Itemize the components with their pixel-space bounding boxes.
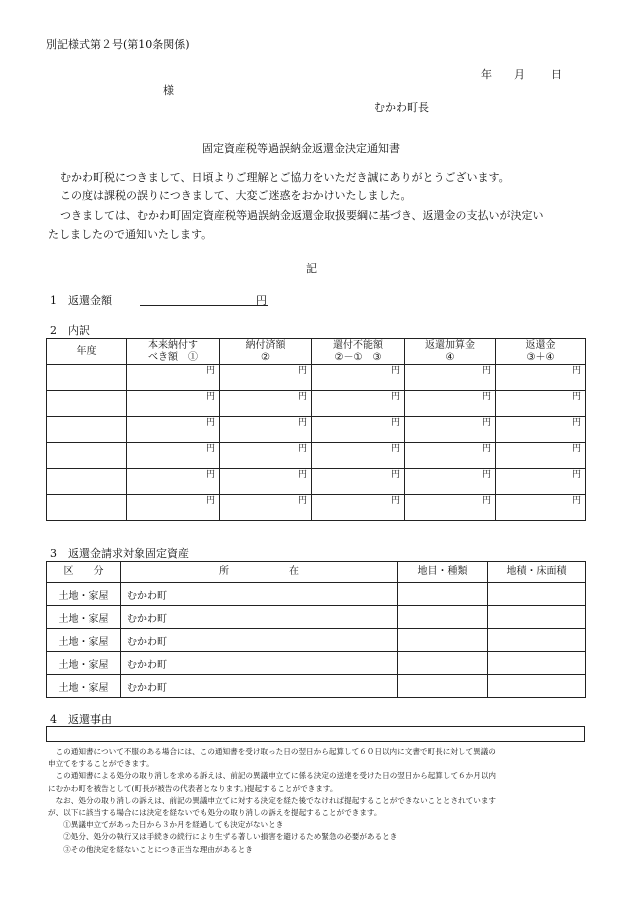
- intro-line-2: この度は課税の誤りにつきまして、大変ご迷惑をおかけいたしました。: [60, 189, 412, 202]
- refund-reason-field[interactable]: [46, 726, 585, 742]
- cell-amount-due[interactable]: 円: [127, 443, 220, 469]
- section4-label: 4 返還事由: [50, 713, 112, 726]
- cell-amount-due[interactable]: 円: [127, 391, 220, 417]
- form-id: 別記様式第２号(第10条関係): [46, 38, 190, 51]
- cell-amount-paid[interactable]: 円: [220, 495, 312, 521]
- note-line: ③その他決定を経ないことにつき正当な理由があるとき: [48, 844, 253, 854]
- header-amount-due: 本来納付す べき額 ①: [127, 339, 220, 365]
- breakdown-row: [47, 365, 586, 391]
- note-line: ②処分、処分の執行又は手続きの続行により生ずる著しい損害を避けるため緊急の必要があるとき: [48, 832, 398, 842]
- property-row: [47, 583, 586, 606]
- cell-area[interactable]: [488, 652, 586, 675]
- refund-amount-unit: 円: [256, 294, 267, 307]
- section2-label: 2 内訳: [50, 324, 90, 337]
- intro-line-4: たしましたので通知いたします。: [48, 228, 213, 241]
- cell-additional[interactable]: 円: [405, 365, 496, 391]
- cell-fiscal-year[interactable]: [47, 469, 127, 495]
- cell-classification: 土地・家屋: [47, 606, 121, 629]
- cell-location[interactable]: むかわ町: [121, 652, 398, 675]
- cell-land-category[interactable]: [398, 629, 488, 652]
- cell-land-category[interactable]: [398, 606, 488, 629]
- note-line: なお、処分の取り消しの訴えは、前記の異議申立てに対する決定を経た後でなければ提起することができないこととされています: [48, 795, 497, 805]
- cell-non-refundable[interactable]: 円: [312, 417, 405, 443]
- cell-refund[interactable]: 円: [496, 495, 586, 521]
- cell-additional[interactable]: 円: [405, 495, 496, 521]
- ki-marker: 記: [306, 262, 317, 275]
- cell-non-refundable[interactable]: 円: [312, 495, 405, 521]
- note-line: ①異議申立てがあった日から３か月を経過しても決定がないとき: [48, 820, 284, 830]
- cell-non-refundable[interactable]: 円: [312, 443, 405, 469]
- cell-amount-paid[interactable]: 円: [220, 365, 312, 391]
- header-fiscal-year: 年度: [47, 339, 127, 365]
- cell-refund[interactable]: 円: [496, 365, 586, 391]
- cell-additional[interactable]: 円: [405, 443, 496, 469]
- cell-non-refundable[interactable]: 円: [312, 469, 405, 495]
- cell-fiscal-year[interactable]: [47, 365, 127, 391]
- cell-classification: 土地・家屋: [47, 675, 121, 698]
- cell-non-refundable[interactable]: 円: [312, 365, 405, 391]
- property-row: [47, 629, 586, 652]
- header-amount-paid: 納付済額 ②: [220, 339, 312, 365]
- cell-land-category[interactable]: [398, 652, 488, 675]
- issuer: むかわ町長: [374, 101, 429, 114]
- date-year-label: 年: [481, 68, 492, 81]
- cell-fiscal-year[interactable]: [47, 417, 127, 443]
- notes-block: [48, 746, 584, 856]
- cell-refund[interactable]: 円: [496, 417, 586, 443]
- cell-amount-paid[interactable]: 円: [220, 391, 312, 417]
- note-line: が、以下に該当する場合には決定を経ないでも処分の取り消しの訴えを提起することができます。: [48, 808, 382, 818]
- header-non-refundable: 還付不能額 ②－① ③: [312, 339, 405, 365]
- date-month-label: 月: [514, 68, 525, 81]
- note-line: 申立てをすることができます。: [48, 759, 154, 769]
- cell-area[interactable]: [488, 583, 586, 606]
- header-land-category: 地目・種類: [398, 562, 488, 583]
- intro-line-1: むかわ町税につきまして、日頃よりご理解とご協力をいただき誠にありがとうございます。: [60, 171, 510, 184]
- property-row: [47, 652, 586, 675]
- breakdown-row: [47, 443, 586, 469]
- cell-refund[interactable]: 円: [496, 469, 586, 495]
- cell-location[interactable]: むかわ町: [121, 606, 398, 629]
- header-additional: 返還加算金 ④: [405, 339, 496, 365]
- cell-amount-due[interactable]: 円: [127, 417, 220, 443]
- header-area: 地積・床面積: [488, 562, 586, 583]
- breakdown-row: [47, 469, 586, 495]
- property-body: [47, 583, 586, 698]
- cell-refund[interactable]: 円: [496, 443, 586, 469]
- section1-label: 1 返還金額: [50, 294, 112, 307]
- date-day-label: 日: [551, 68, 562, 81]
- section3-label: 3 返還金請求対象固定資産: [50, 547, 189, 560]
- property-header-row: [47, 562, 586, 583]
- note-line: にむかわ町を被告として(町長が被告の代表者となります。)提起することができます。: [48, 783, 338, 793]
- breakdown-header-row: [47, 339, 586, 365]
- breakdown-row: [47, 391, 586, 417]
- cell-location[interactable]: むかわ町: [121, 629, 398, 652]
- cell-amount-paid[interactable]: 円: [220, 469, 312, 495]
- cell-amount-due[interactable]: 円: [127, 469, 220, 495]
- cell-additional[interactable]: 円: [405, 391, 496, 417]
- cell-non-refundable[interactable]: 円: [312, 391, 405, 417]
- cell-fiscal-year[interactable]: [47, 495, 127, 521]
- cell-amount-paid[interactable]: 円: [220, 417, 312, 443]
- note-line: この通知書について不服のある場合には、この通知書を受け取った日の翌日から起算して６０日以内に文書で町長に対して異議の: [48, 747, 496, 756]
- cell-classification: 土地・家屋: [47, 652, 121, 675]
- note-line: この通知書による処分の取り消しを求める訴えは、前記の異議申立てに係る決定の送達を受けた日の翌日から起算して６か月以内: [48, 771, 497, 781]
- cell-additional[interactable]: 円: [405, 469, 496, 495]
- cell-amount-paid[interactable]: 円: [220, 443, 312, 469]
- document-title: 固定資産税等過誤納金返還金決定通知書: [202, 142, 400, 155]
- header-classification: 区 分: [47, 562, 121, 583]
- cell-location[interactable]: むかわ町: [121, 675, 398, 698]
- cell-classification: 土地・家屋: [47, 629, 121, 652]
- cell-additional[interactable]: 円: [405, 417, 496, 443]
- cell-area[interactable]: [488, 606, 586, 629]
- cell-land-category[interactable]: [398, 583, 488, 606]
- recipient-suffix: 様: [163, 84, 174, 97]
- property-table: [46, 561, 586, 698]
- refund-amount-field[interactable]: [140, 293, 268, 306]
- cell-area[interactable]: [488, 629, 586, 652]
- cell-land-category[interactable]: [398, 675, 488, 698]
- breakdown-body: [47, 365, 586, 521]
- property-row: [47, 675, 586, 698]
- header-location: 所 在: [121, 562, 398, 583]
- breakdown-row: [47, 417, 586, 443]
- cell-area[interactable]: [488, 675, 586, 698]
- property-row: [47, 606, 586, 629]
- cell-fiscal-year[interactable]: [47, 443, 127, 469]
- cell-classification: 土地・家屋: [47, 583, 121, 606]
- cell-amount-due[interactable]: 円: [127, 365, 220, 391]
- cell-amount-due[interactable]: 円: [127, 495, 220, 521]
- intro-line-3: つきましては、むかわ町固定資産税等過誤納金返還金取扱要綱に基づき、返還金の支払いが決定い: [60, 209, 544, 222]
- cell-location[interactable]: むかわ町: [121, 583, 398, 606]
- header-refund: 返還金 ③＋④: [496, 339, 586, 365]
- cell-fiscal-year[interactable]: [47, 391, 127, 417]
- breakdown-row: [47, 495, 586, 521]
- breakdown-table: [46, 338, 586, 521]
- cell-refund[interactable]: 円: [496, 391, 586, 417]
